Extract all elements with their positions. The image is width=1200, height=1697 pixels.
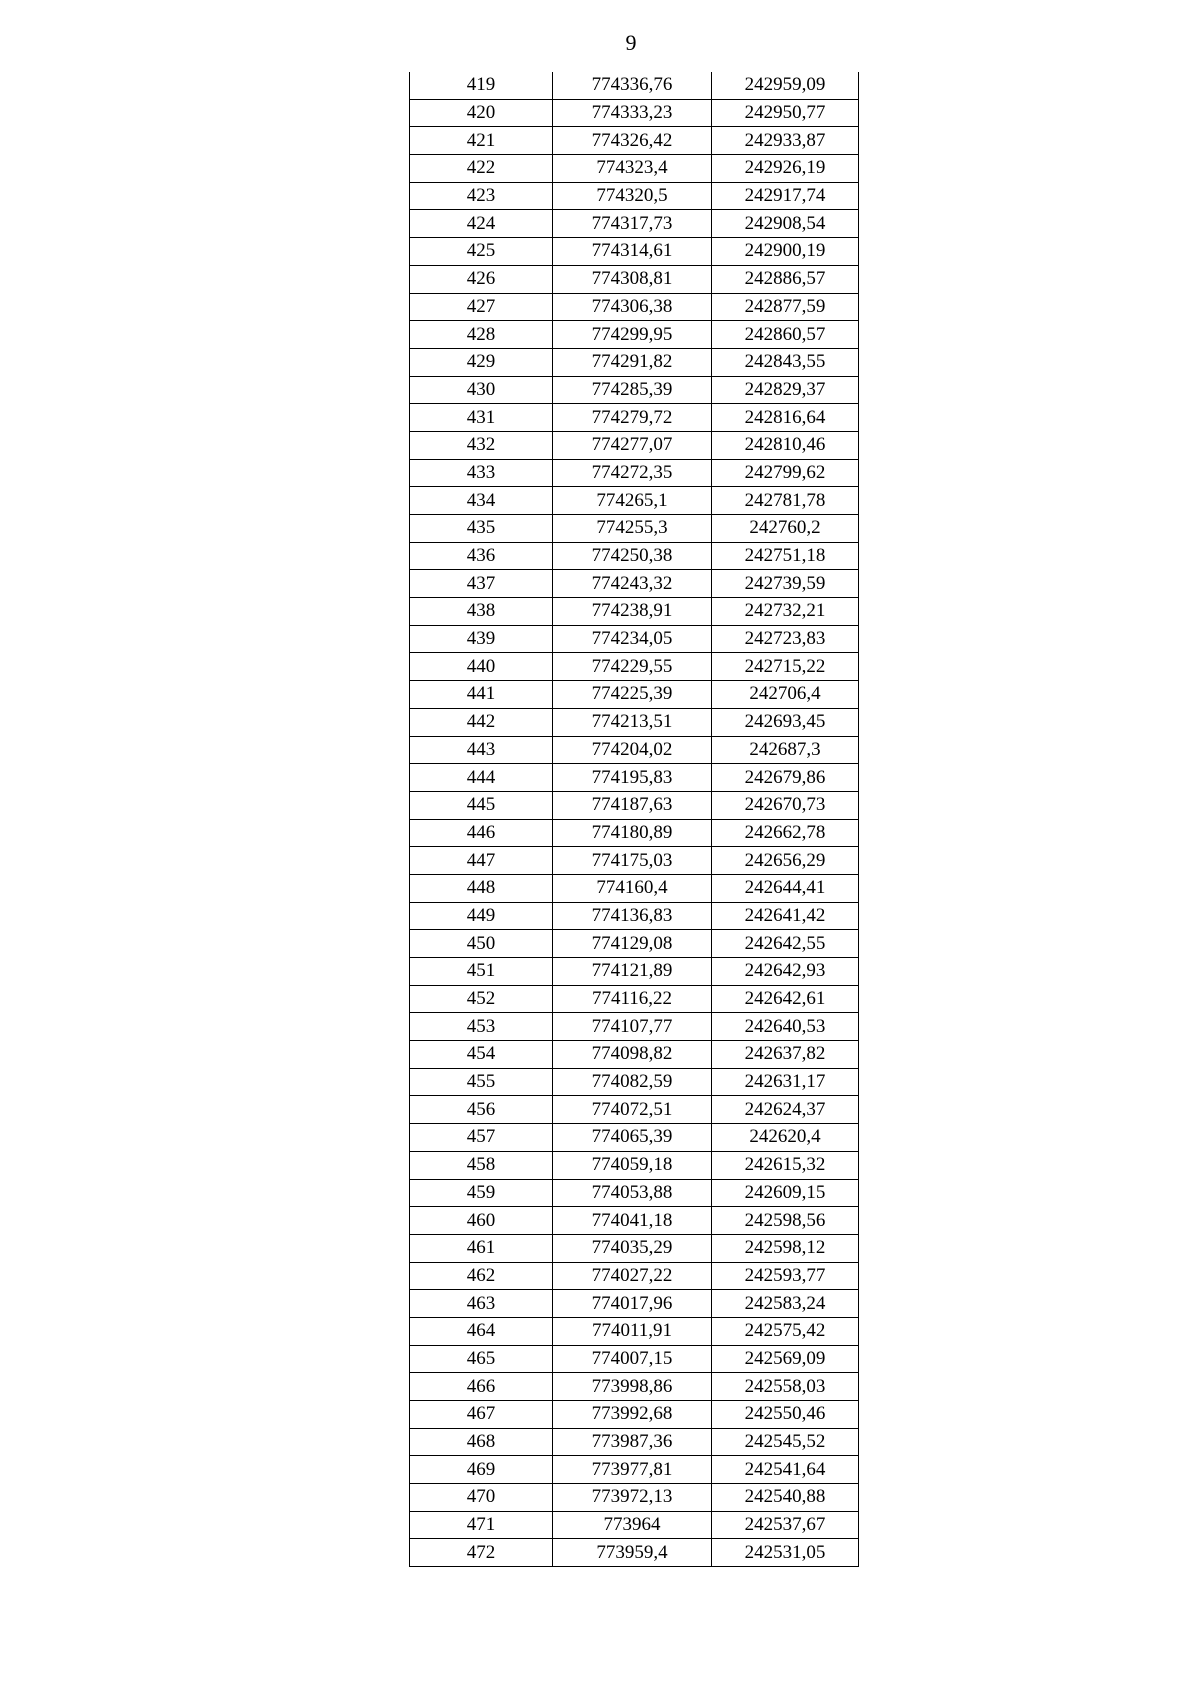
- point-number-cell: 435: [410, 515, 553, 543]
- point-number-cell: 448: [410, 874, 553, 902]
- table-row: [410, 210, 859, 238]
- y-coordinate-cell: 242642,61: [712, 985, 859, 1013]
- x-coordinate-cell: 773992,68: [553, 1401, 712, 1429]
- y-coordinate-cell: 242575,42: [712, 1317, 859, 1345]
- table-row: [410, 1401, 859, 1429]
- table-row: [410, 736, 859, 764]
- table-row: [410, 1511, 859, 1539]
- table-row: [410, 1290, 859, 1318]
- point-number-cell: 441: [410, 681, 553, 709]
- y-coordinate-cell: 242620,4: [712, 1124, 859, 1152]
- point-number-cell: 452: [410, 985, 553, 1013]
- table-row: [410, 847, 859, 875]
- y-coordinate-cell: 242558,03: [712, 1373, 859, 1401]
- y-coordinate-cell: 242679,86: [712, 764, 859, 792]
- point-number-cell: 458: [410, 1151, 553, 1179]
- y-coordinate-cell: 242810,46: [712, 431, 859, 459]
- y-coordinate-cell: 242609,15: [712, 1179, 859, 1207]
- x-coordinate-cell: 774204,02: [553, 736, 712, 764]
- table-row: [410, 1234, 859, 1262]
- table-row: [410, 1317, 859, 1345]
- point-number-cell: 427: [410, 293, 553, 321]
- point-number-cell: 434: [410, 487, 553, 515]
- point-number-cell: 461: [410, 1234, 553, 1262]
- table-row: [410, 625, 859, 653]
- coordinates-table: [409, 72, 859, 1567]
- table-row: [410, 708, 859, 736]
- table-row: [410, 791, 859, 819]
- point-number-cell: 449: [410, 902, 553, 930]
- point-number-cell: 472: [410, 1539, 553, 1567]
- table-row: [410, 459, 859, 487]
- x-coordinate-cell: 773977,81: [553, 1456, 712, 1484]
- point-number-cell: 469: [410, 1456, 553, 1484]
- x-coordinate-cell: 774285,39: [553, 376, 712, 404]
- y-coordinate-cell: 242642,55: [712, 930, 859, 958]
- x-coordinate-cell: 774195,83: [553, 764, 712, 792]
- x-coordinate-cell: 774291,82: [553, 348, 712, 376]
- point-number-cell: 440: [410, 653, 553, 681]
- table-row: [410, 681, 859, 709]
- table-row: [410, 487, 859, 515]
- x-coordinate-cell: 774027,22: [553, 1262, 712, 1290]
- y-coordinate-cell: 242656,29: [712, 847, 859, 875]
- table-row: [410, 1013, 859, 1041]
- y-coordinate-cell: 242908,54: [712, 210, 859, 238]
- point-number-cell: 424: [410, 210, 553, 238]
- y-coordinate-cell: 242829,37: [712, 376, 859, 404]
- point-number-cell: 466: [410, 1373, 553, 1401]
- y-coordinate-cell: 242715,22: [712, 653, 859, 681]
- y-coordinate-cell: 242751,18: [712, 542, 859, 570]
- x-coordinate-cell: 774011,91: [553, 1317, 712, 1345]
- x-coordinate-cell: 774229,55: [553, 653, 712, 681]
- y-coordinate-cell: 242631,17: [712, 1068, 859, 1096]
- x-coordinate-cell: 774107,77: [553, 1013, 712, 1041]
- table-row: [410, 1179, 859, 1207]
- y-coordinate-cell: 242933,87: [712, 127, 859, 155]
- table-row: [410, 155, 859, 183]
- x-coordinate-cell: 774072,51: [553, 1096, 712, 1124]
- table-row: [410, 1041, 859, 1069]
- point-number-cell: 464: [410, 1317, 553, 1345]
- y-coordinate-cell: 242959,09: [712, 72, 859, 99]
- point-number-cell: 420: [410, 99, 553, 127]
- point-number-cell: 423: [410, 182, 553, 210]
- table-row: [410, 570, 859, 598]
- x-coordinate-cell: 773987,36: [553, 1428, 712, 1456]
- y-coordinate-cell: 242541,64: [712, 1456, 859, 1484]
- point-number-cell: 456: [410, 1096, 553, 1124]
- y-coordinate-cell: 242640,53: [712, 1013, 859, 1041]
- point-number-cell: 471: [410, 1511, 553, 1539]
- y-coordinate-cell: 242615,32: [712, 1151, 859, 1179]
- point-number-cell: 428: [410, 321, 553, 349]
- point-number-cell: 470: [410, 1484, 553, 1512]
- y-coordinate-cell: 242569,09: [712, 1345, 859, 1373]
- y-coordinate-cell: 242624,37: [712, 1096, 859, 1124]
- table-row: [410, 764, 859, 792]
- table-row: [410, 265, 859, 293]
- x-coordinate-cell: 774326,42: [553, 127, 712, 155]
- x-coordinate-cell: 774041,18: [553, 1207, 712, 1235]
- table-row: [410, 598, 859, 626]
- x-coordinate-cell: 774320,5: [553, 182, 712, 210]
- point-number-cell: 445: [410, 791, 553, 819]
- table-row: [410, 431, 859, 459]
- x-coordinate-cell: 774277,07: [553, 431, 712, 459]
- table-row: [410, 1456, 859, 1484]
- table-row: [410, 376, 859, 404]
- table-row: [410, 985, 859, 1013]
- x-coordinate-cell: 774116,22: [553, 985, 712, 1013]
- y-coordinate-cell: 242900,19: [712, 238, 859, 266]
- y-coordinate-cell: 242644,41: [712, 874, 859, 902]
- point-number-cell: 437: [410, 570, 553, 598]
- table-row: [410, 515, 859, 543]
- point-number-cell: 422: [410, 155, 553, 183]
- table-row: [410, 1373, 859, 1401]
- x-coordinate-cell: 774238,91: [553, 598, 712, 626]
- y-coordinate-cell: 242662,78: [712, 819, 859, 847]
- x-coordinate-cell: 774225,39: [553, 681, 712, 709]
- point-number-cell: 438: [410, 598, 553, 626]
- point-number-cell: 455: [410, 1068, 553, 1096]
- y-coordinate-cell: 242598,56: [712, 1207, 859, 1235]
- y-coordinate-cell: 242706,4: [712, 681, 859, 709]
- table-row: [410, 99, 859, 127]
- x-coordinate-cell: 774306,38: [553, 293, 712, 321]
- table-row: [410, 1096, 859, 1124]
- table-row: [410, 404, 859, 432]
- table-row: [410, 874, 859, 902]
- y-coordinate-cell: 242537,67: [712, 1511, 859, 1539]
- point-number-cell: 468: [410, 1428, 553, 1456]
- x-coordinate-cell: 774213,51: [553, 708, 712, 736]
- y-coordinate-cell: 242860,57: [712, 321, 859, 349]
- x-coordinate-cell: 774265,1: [553, 487, 712, 515]
- x-coordinate-cell: 774187,63: [553, 791, 712, 819]
- y-coordinate-cell: 242816,64: [712, 404, 859, 432]
- x-coordinate-cell: 773998,86: [553, 1373, 712, 1401]
- point-number-cell: 453: [410, 1013, 553, 1041]
- point-number-cell: 421: [410, 127, 553, 155]
- table-row: [410, 1428, 859, 1456]
- point-number-cell: 425: [410, 238, 553, 266]
- x-coordinate-cell: 774250,38: [553, 542, 712, 570]
- y-coordinate-cell: 242545,52: [712, 1428, 859, 1456]
- point-number-cell: 457: [410, 1124, 553, 1152]
- x-coordinate-cell: 774333,23: [553, 99, 712, 127]
- y-coordinate-cell: 242637,82: [712, 1041, 859, 1069]
- y-coordinate-cell: 242540,88: [712, 1484, 859, 1512]
- x-coordinate-cell: 774243,32: [553, 570, 712, 598]
- x-coordinate-cell: 774234,05: [553, 625, 712, 653]
- table-row: [410, 72, 859, 99]
- x-coordinate-cell: 774065,39: [553, 1124, 712, 1152]
- x-coordinate-cell: 774323,4: [553, 155, 712, 183]
- x-coordinate-cell: 774129,08: [553, 930, 712, 958]
- table-row: [410, 902, 859, 930]
- x-coordinate-cell: 774136,83: [553, 902, 712, 930]
- x-coordinate-cell: 773972,13: [553, 1484, 712, 1512]
- table-row: [410, 1124, 859, 1152]
- point-number-cell: 432: [410, 431, 553, 459]
- point-number-cell: 459: [410, 1179, 553, 1207]
- point-number-cell: 467: [410, 1401, 553, 1429]
- x-coordinate-cell: 774098,82: [553, 1041, 712, 1069]
- y-coordinate-cell: 242723,83: [712, 625, 859, 653]
- table-row: [410, 1345, 859, 1373]
- point-number-cell: 450: [410, 930, 553, 958]
- y-coordinate-cell: 242950,77: [712, 99, 859, 127]
- point-number-cell: 431: [410, 404, 553, 432]
- table-row: [410, 238, 859, 266]
- point-number-cell: 426: [410, 265, 553, 293]
- y-coordinate-cell: 242550,46: [712, 1401, 859, 1429]
- table-row: [410, 1262, 859, 1290]
- table-row: [410, 1068, 859, 1096]
- y-coordinate-cell: 242641,42: [712, 902, 859, 930]
- x-coordinate-cell: 774272,35: [553, 459, 712, 487]
- table-row: [410, 1539, 859, 1567]
- table-row: [410, 653, 859, 681]
- y-coordinate-cell: 242926,19: [712, 155, 859, 183]
- x-coordinate-cell: 774007,15: [553, 1345, 712, 1373]
- point-number-cell: 433: [410, 459, 553, 487]
- table-row: [410, 930, 859, 958]
- x-coordinate-cell: 774299,95: [553, 321, 712, 349]
- y-coordinate-cell: 242593,77: [712, 1262, 859, 1290]
- y-coordinate-cell: 242739,59: [712, 570, 859, 598]
- table-row: [410, 1484, 859, 1512]
- x-coordinate-cell: 774336,76: [553, 72, 712, 99]
- x-coordinate-cell: 774035,29: [553, 1234, 712, 1262]
- x-coordinate-cell: 774175,03: [553, 847, 712, 875]
- x-coordinate-cell: 773964: [553, 1511, 712, 1539]
- point-number-cell: 442: [410, 708, 553, 736]
- y-coordinate-cell: 242799,62: [712, 459, 859, 487]
- table-row: [410, 819, 859, 847]
- y-coordinate-cell: 242693,45: [712, 708, 859, 736]
- y-coordinate-cell: 242687,3: [712, 736, 859, 764]
- point-number-cell: 430: [410, 376, 553, 404]
- table-row: [410, 127, 859, 155]
- point-number-cell: 436: [410, 542, 553, 570]
- y-coordinate-cell: 242917,74: [712, 182, 859, 210]
- x-coordinate-cell: 774160,4: [553, 874, 712, 902]
- point-number-cell: 446: [410, 819, 553, 847]
- y-coordinate-cell: 242760,2: [712, 515, 859, 543]
- x-coordinate-cell: 773959,4: [553, 1539, 712, 1567]
- table-row: [410, 542, 859, 570]
- y-coordinate-cell: 242670,73: [712, 791, 859, 819]
- y-coordinate-cell: 242732,21: [712, 598, 859, 626]
- point-number-cell: 460: [410, 1207, 553, 1235]
- x-coordinate-cell: 774279,72: [553, 404, 712, 432]
- y-coordinate-cell: 242598,12: [712, 1234, 859, 1262]
- table-row: [410, 1207, 859, 1235]
- x-coordinate-cell: 774017,96: [553, 1290, 712, 1318]
- x-coordinate-cell: 774255,3: [553, 515, 712, 543]
- point-number-cell: 444: [410, 764, 553, 792]
- y-coordinate-cell: 242886,57: [712, 265, 859, 293]
- x-coordinate-cell: 774314,61: [553, 238, 712, 266]
- x-coordinate-cell: 774121,89: [553, 958, 712, 986]
- page-number: 9: [625, 30, 637, 55]
- point-number-cell: 463: [410, 1290, 553, 1318]
- table-row: [410, 321, 859, 349]
- table-row: [410, 1151, 859, 1179]
- point-number-cell: 447: [410, 847, 553, 875]
- point-number-cell: 443: [410, 736, 553, 764]
- x-coordinate-cell: 774180,89: [553, 819, 712, 847]
- table-row: [410, 182, 859, 210]
- y-coordinate-cell: 242843,55: [712, 348, 859, 376]
- point-number-cell: 419: [410, 72, 553, 99]
- y-coordinate-cell: 242877,59: [712, 293, 859, 321]
- table-row: [410, 958, 859, 986]
- table-row: [410, 348, 859, 376]
- point-number-cell: 454: [410, 1041, 553, 1069]
- point-number-cell: 451: [410, 958, 553, 986]
- x-coordinate-cell: 774317,73: [553, 210, 712, 238]
- y-coordinate-cell: 242642,93: [712, 958, 859, 986]
- coordinates-table-body: [410, 72, 859, 1567]
- point-number-cell: 429: [410, 348, 553, 376]
- y-coordinate-cell: 242583,24: [712, 1290, 859, 1318]
- y-coordinate-cell: 242781,78: [712, 487, 859, 515]
- point-number-cell: 462: [410, 1262, 553, 1290]
- point-number-cell: 439: [410, 625, 553, 653]
- x-coordinate-cell: 774059,18: [553, 1151, 712, 1179]
- y-coordinate-cell: 242531,05: [712, 1539, 859, 1567]
- x-coordinate-cell: 774308,81: [553, 265, 712, 293]
- table-row: [410, 293, 859, 321]
- x-coordinate-cell: 774053,88: [553, 1179, 712, 1207]
- point-number-cell: 465: [410, 1345, 553, 1373]
- x-coordinate-cell: 774082,59: [553, 1068, 712, 1096]
